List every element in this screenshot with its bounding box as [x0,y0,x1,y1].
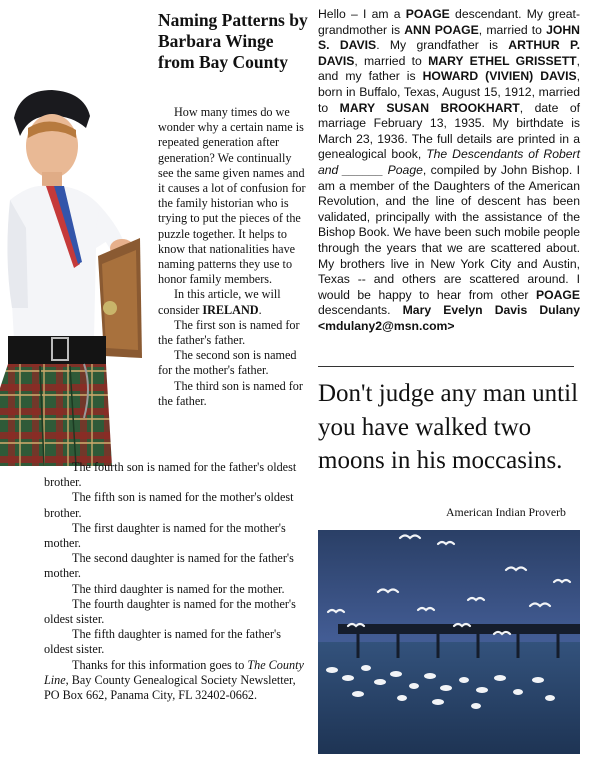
consider-prefix: In this article, we will consider [158,287,281,317]
letter-text: . My grandfather is [376,38,509,53]
naming-rule: The fourth daughter is named for the mother's oldest sister. [44,596,296,627]
naming-rule: The second son is named for the mother's father. [158,348,297,378]
naming-rule: The first daughter is named for the mother's mother. [44,520,286,551]
credit-source: The County Line [44,657,304,687]
letter-text: , and my father is [318,53,581,84]
credit-suffix: , Bay County Genealogical Society Newsletter, PO Box 662, Panama City, FL 32402-0662. [44,672,296,703]
letter-text: , compiled by John Bishop. I am a member of the Daughters of the American Revolution, and the line of descent has been validated, principally with the assistance of the Bishop Book. We have been such mobile people through the years that we are scattered about. My brothers live in New York City and Austin, Texas -- and others are scattered around. I would be happy to hear from other [318,162,580,302]
name-highlight: ARTHUR P. DAVIS [318,38,580,68]
letter-text: , born in Buffalo, Texas, August 15, 1912, married to [318,69,580,115]
letter-paragraph [318,7,580,334]
article-body-wide [44,460,308,703]
consider-country: IRELAND [202,302,259,317]
article-intro: How many times do we wonder why a certain name is repeated generation after generation? We continually see the same given names and it causes a lot of confusion for the family historian who is trying to put the pieces of the puzzle together. It helps to know that nationalities have naming patterns they use to honor family members. [158,105,306,287]
name-highlight: MARY SUSAN BROOKHART [339,100,520,115]
naming-rule: The fifth daughter is named for the father's oldest sister. [44,627,281,657]
surname-highlight: POAGE [535,287,580,302]
proverb-quote: Don't judge any man until you have walked two moons in his moccasins. [318,380,579,474]
proverb-attribution: American Indian Proverb [446,505,566,519]
article-title: Naming Patterns by Barbara Winge from Bay County [158,10,308,72]
letter-text: , date of marriage February 13, 1935. My birthdate is March 23, 1936. The full details are printed in a genealogical book, [318,100,581,162]
article-credit [44,658,308,704]
name-highlight: JOHN S. DAVIS [318,22,580,53]
credit-prefix: Thanks for this information goes to [72,657,248,672]
boy-in-kilt-photo [0,88,152,466]
book-title: The Descendants of Robert and ______ Poage [318,147,580,177]
letter-text: descendants. [318,303,403,318]
article-consider [158,287,308,317]
consider-suffix: . [258,302,262,317]
name-highlight: MARY ETHEL GRISSETT [428,53,577,68]
naming-rule: The second daughter is named for the father's mother. [44,551,294,581]
naming-rule: The fourth son is named for the father's oldest brother. [44,460,297,490]
surname-highlight: POAGE [405,7,450,21]
seagulls-photo [318,530,580,754]
name-highlight: HOWARD (VIVIEN) DAVIS [422,69,577,84]
section-divider [318,366,574,367]
reader-letter [318,7,580,334]
letter-text: descendant. My great-grandmother is [318,7,581,37]
naming-rule: The third son is named for the father. [158,378,303,408]
naming-rule: The fifth son is named for the mother's oldest brother. [44,490,294,520]
naming-rule: The first son is named for the father's father. [158,317,300,348]
naming-rule: The third daughter is named for the mother. [72,581,285,596]
letter-text: , married to [354,53,429,68]
article-body-narrow [158,105,308,409]
letter-signature: Mary Evelyn Davis Dulany <mdulany2@msn.com> [318,303,580,333]
letter-text: , married to [478,22,547,37]
name-highlight: ANN POAGE [404,22,479,37]
letter-text: Hello – I am a [318,7,406,21]
